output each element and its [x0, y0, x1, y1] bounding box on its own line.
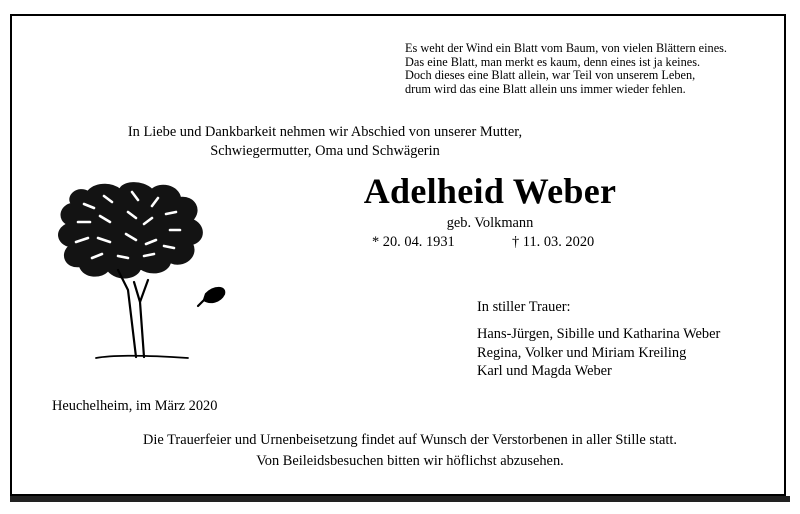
place-date: Heuchelheim, im März 2020 — [52, 398, 218, 414]
poem-line: Doch dieses eine Blatt allein, war Teil von unserem Leben, — [405, 68, 696, 83]
birth-name: geb. Volkmann — [446, 215, 534, 231]
closing-line-1: Die Trauerfeier und Urnenbeisetzung findet auf Wunsch der Verstorbenen in aller Stille statt. — [143, 432, 677, 448]
poem-line: Das eine Blatt, man merkt es kaum, denn eines ist ja keines. — [405, 54, 701, 69]
border-shadow — [10, 496, 790, 502]
mourners-list — [477, 325, 720, 381]
intro-text — [100, 123, 550, 161]
mourners-heading: In stiller Trauer: — [477, 299, 571, 315]
intro-line-2: Schwiegermutter, Oma und Schwägerin — [210, 143, 440, 159]
death-date: † 11. 03. 2020 — [512, 234, 595, 250]
closing-line-2: Von Beileidsbesuchen bitten wir höflichst abzusehen. — [256, 453, 564, 469]
mourner-line: Karl und Magda Weber — [477, 363, 612, 379]
intro-line-1: In Liebe und Dankbarkeit nehmen wir Abschied von unserer Mutter, — [127, 124, 523, 140]
deceased-name: Adelheid Weber — [363, 171, 617, 211]
poem-line: Es weht der Wind ein Blatt vom Baum, von vielen Blättern eines. — [405, 41, 728, 55]
birth-date: * 20. 04. 1931 — [372, 234, 455, 250]
mourner-line: Hans-Jürgen, Sibille und Katharina Weber — [477, 326, 721, 342]
closing-note — [60, 430, 760, 472]
mourner-line: Regina, Volker und Miriam Kreiling — [477, 344, 687, 361]
poem — [405, 42, 780, 96]
tree-with-falling-leaf-icon — [48, 182, 234, 372]
poem-line: drum wird das eine Blatt allein uns immer wieder fehlen. — [405, 81, 686, 96]
